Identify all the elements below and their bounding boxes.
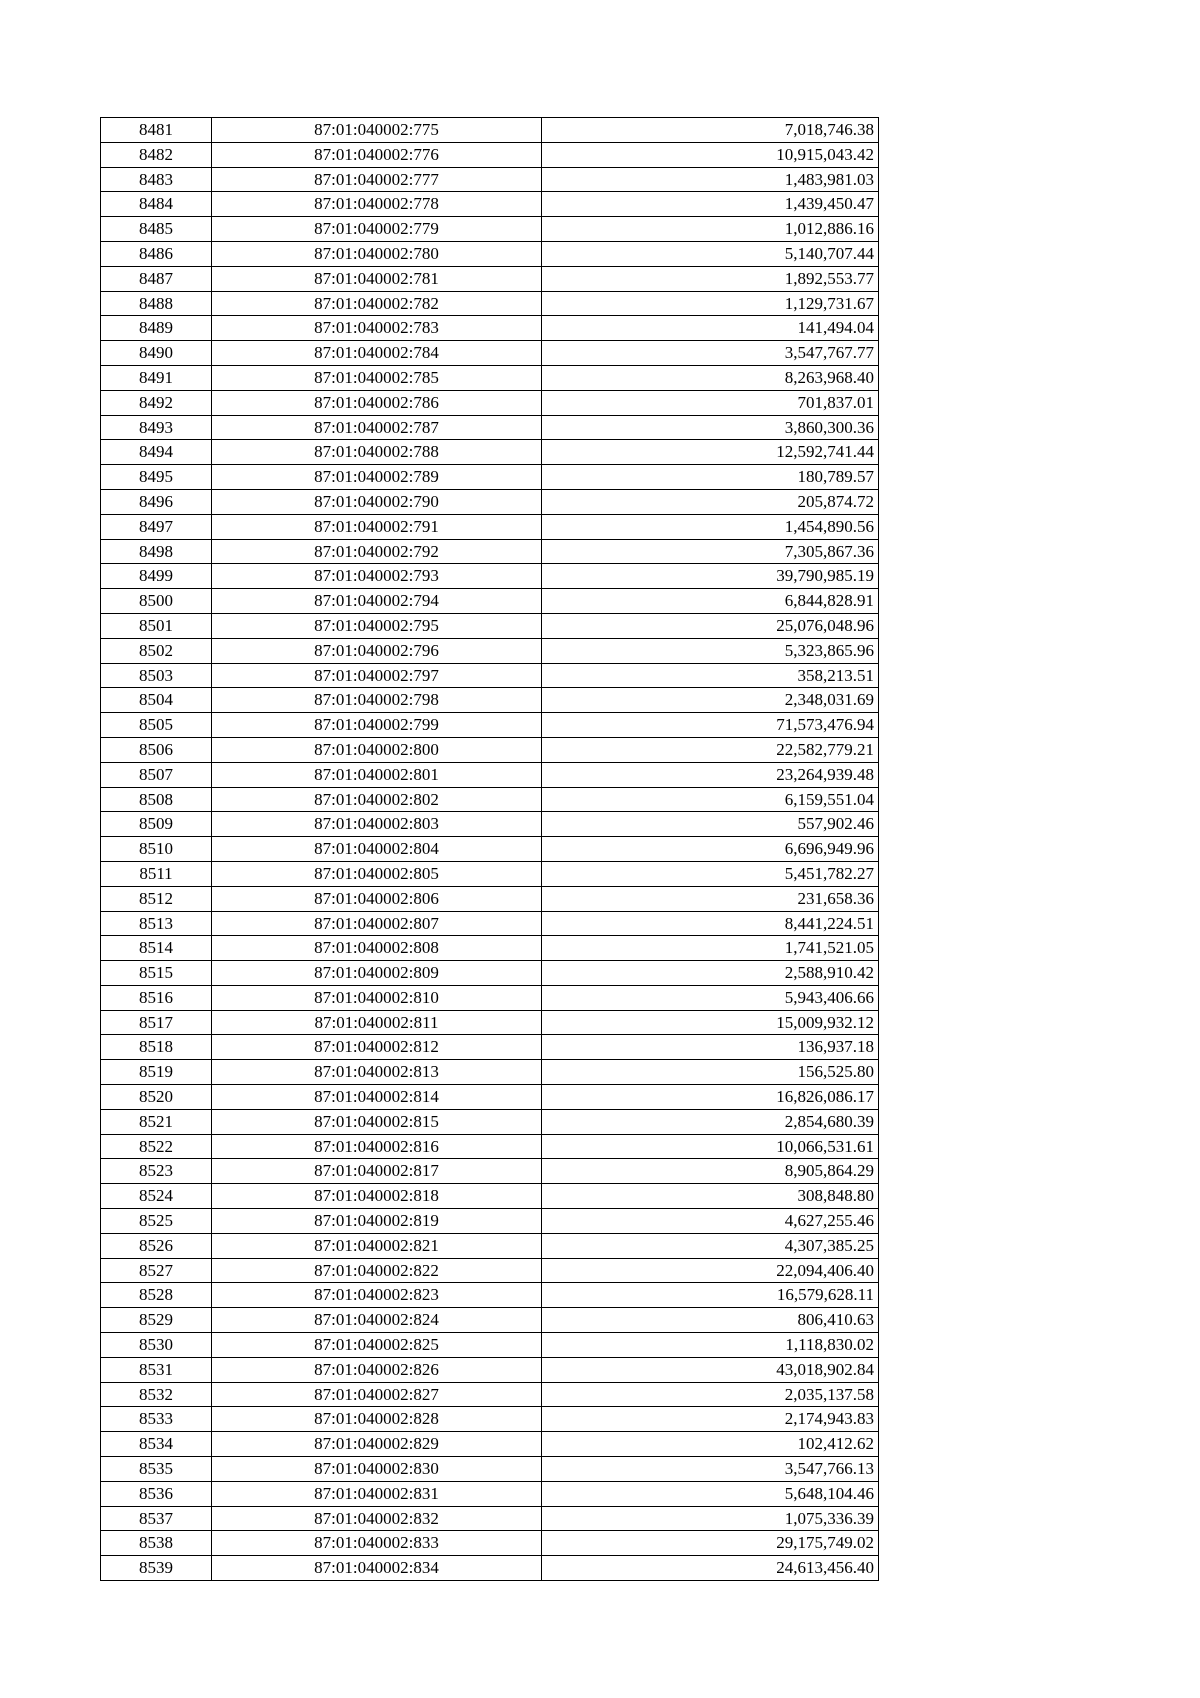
table-row [101, 589, 879, 614]
row-number-cell: 8526 [101, 1233, 212, 1258]
row-number-cell: 8490 [101, 341, 212, 366]
row-number-cell: 8487 [101, 266, 212, 291]
row-number-cell: 8527 [101, 1258, 212, 1283]
value-cell: 6,159,551.04 [542, 787, 879, 812]
row-number-cell: 8492 [101, 390, 212, 415]
row-number-cell: 8508 [101, 787, 212, 812]
cadastral-number-cell: 87:01:040002:780 [212, 241, 542, 266]
table-row [101, 1407, 879, 1432]
value-cell: 1,118,830.02 [542, 1333, 879, 1358]
row-number-cell: 8501 [101, 613, 212, 638]
cadastral-number-cell: 87:01:040002:829 [212, 1432, 542, 1457]
value-cell: 1,483,981.03 [542, 167, 879, 192]
table-body [101, 118, 879, 1581]
row-number-cell: 8483 [101, 167, 212, 192]
cadastral-number-cell: 87:01:040002:828 [212, 1407, 542, 1432]
table-row [101, 1457, 879, 1482]
table-row [101, 365, 879, 390]
value-cell: 308,848.80 [542, 1184, 879, 1209]
value-cell: 1,129,731.67 [542, 291, 879, 316]
cadastral-number-cell: 87:01:040002:831 [212, 1481, 542, 1506]
value-cell: 3,860,300.36 [542, 415, 879, 440]
cadastral-number-cell: 87:01:040002:782 [212, 291, 542, 316]
row-number-cell: 8539 [101, 1556, 212, 1581]
value-cell: 7,305,867.36 [542, 539, 879, 564]
value-cell: 24,613,456.40 [542, 1556, 879, 1581]
row-number-cell: 8531 [101, 1357, 212, 1382]
table-row [101, 167, 879, 192]
value-cell: 2,854,680.39 [542, 1109, 879, 1134]
value-cell: 10,066,531.61 [542, 1134, 879, 1159]
table-row [101, 118, 879, 143]
cadastral-number-cell: 87:01:040002:797 [212, 663, 542, 688]
row-number-cell: 8520 [101, 1085, 212, 1110]
cadastral-number-cell: 87:01:040002:812 [212, 1035, 542, 1060]
cadastral-number-cell: 87:01:040002:824 [212, 1308, 542, 1333]
table-row [101, 1333, 879, 1358]
value-cell: 806,410.63 [542, 1308, 879, 1333]
row-number-cell: 8502 [101, 638, 212, 663]
table-row [101, 217, 879, 242]
table-row [101, 861, 879, 886]
row-number-cell: 8488 [101, 291, 212, 316]
row-number-cell: 8535 [101, 1457, 212, 1482]
cadastral-number-cell: 87:01:040002:832 [212, 1506, 542, 1531]
value-cell: 231,658.36 [542, 886, 879, 911]
table-row [101, 1035, 879, 1060]
cadastral-number-cell: 87:01:040002:778 [212, 192, 542, 217]
cadastral-number-cell: 87:01:040002:809 [212, 961, 542, 986]
row-number-cell: 8507 [101, 762, 212, 787]
value-cell: 2,588,910.42 [542, 961, 879, 986]
value-cell: 6,844,828.91 [542, 589, 879, 614]
table-row [101, 911, 879, 936]
row-number-cell: 8498 [101, 539, 212, 564]
row-number-cell: 8521 [101, 1109, 212, 1134]
value-cell: 43,018,902.84 [542, 1357, 879, 1382]
table-row [101, 1184, 879, 1209]
value-cell: 71,573,476.94 [542, 713, 879, 738]
cadastral-number-cell: 87:01:040002:785 [212, 365, 542, 390]
table-row [101, 1556, 879, 1581]
cadastral-number-cell: 87:01:040002:823 [212, 1283, 542, 1308]
value-cell: 2,348,031.69 [542, 688, 879, 713]
row-number-cell: 8522 [101, 1134, 212, 1159]
table-row [101, 341, 879, 366]
row-number-cell: 8504 [101, 688, 212, 713]
table-row [101, 514, 879, 539]
value-cell: 25,076,048.96 [542, 613, 879, 638]
table-row [101, 1283, 879, 1308]
row-number-cell: 8533 [101, 1407, 212, 1432]
row-number-cell: 8486 [101, 241, 212, 266]
table-row [101, 390, 879, 415]
value-cell: 701,837.01 [542, 390, 879, 415]
row-number-cell: 8493 [101, 415, 212, 440]
row-number-cell: 8484 [101, 192, 212, 217]
cadastral-number-cell: 87:01:040002:804 [212, 837, 542, 862]
row-number-cell: 8491 [101, 365, 212, 390]
table-row [101, 1357, 879, 1382]
table-row [101, 1382, 879, 1407]
cadastral-number-cell: 87:01:040002:830 [212, 1457, 542, 1482]
row-number-cell: 8481 [101, 118, 212, 143]
table-row [101, 1531, 879, 1556]
value-cell: 5,323,865.96 [542, 638, 879, 663]
value-cell: 3,547,767.77 [542, 341, 879, 366]
value-cell: 8,263,968.40 [542, 365, 879, 390]
table-row [101, 142, 879, 167]
cadastral-number-cell: 87:01:040002:813 [212, 1060, 542, 1085]
cadastral-number-cell: 87:01:040002:810 [212, 985, 542, 1010]
value-cell: 22,094,406.40 [542, 1258, 879, 1283]
row-number-cell: 8529 [101, 1308, 212, 1333]
table-row [101, 1506, 879, 1531]
row-number-cell: 8523 [101, 1159, 212, 1184]
row-number-cell: 8516 [101, 985, 212, 1010]
row-number-cell: 8532 [101, 1382, 212, 1407]
cadastral-number-cell: 87:01:040002:827 [212, 1382, 542, 1407]
table-row [101, 1109, 879, 1134]
row-number-cell: 8495 [101, 465, 212, 490]
cadastral-number-cell: 87:01:040002:825 [212, 1333, 542, 1358]
row-number-cell: 8509 [101, 812, 212, 837]
value-cell: 205,874.72 [542, 489, 879, 514]
cadastral-number-cell: 87:01:040002:776 [212, 142, 542, 167]
cadastral-number-cell: 87:01:040002:818 [212, 1184, 542, 1209]
table-row [101, 241, 879, 266]
table-row [101, 787, 879, 812]
cadastral-number-cell: 87:01:040002:798 [212, 688, 542, 713]
value-cell: 156,525.80 [542, 1060, 879, 1085]
value-cell: 39,790,985.19 [542, 564, 879, 589]
table-row [101, 1060, 879, 1085]
cadastral-number-cell: 87:01:040002:781 [212, 266, 542, 291]
value-cell: 5,451,782.27 [542, 861, 879, 886]
value-cell: 2,174,943.83 [542, 1407, 879, 1432]
cadastral-number-cell: 87:01:040002:779 [212, 217, 542, 242]
table-row [101, 1010, 879, 1035]
table-row [101, 291, 879, 316]
value-cell: 4,307,385.25 [542, 1233, 879, 1258]
value-cell: 4,627,255.46 [542, 1209, 879, 1234]
table-row [101, 1085, 879, 1110]
row-number-cell: 8510 [101, 837, 212, 862]
row-number-cell: 8513 [101, 911, 212, 936]
row-number-cell: 8485 [101, 217, 212, 242]
table-row [101, 192, 879, 217]
row-number-cell: 8511 [101, 861, 212, 886]
value-cell: 8,441,224.51 [542, 911, 879, 936]
row-number-cell: 8518 [101, 1035, 212, 1060]
cadastral-number-cell: 87:01:040002:822 [212, 1258, 542, 1283]
cadastral-number-cell: 87:01:040002:802 [212, 787, 542, 812]
cadastral-number-cell: 87:01:040002:816 [212, 1134, 542, 1159]
cadastral-number-cell: 87:01:040002:814 [212, 1085, 542, 1110]
cadastral-number-cell: 87:01:040002:784 [212, 341, 542, 366]
cadastral-value-table [100, 117, 879, 1581]
table-row [101, 762, 879, 787]
table-row [101, 1233, 879, 1258]
value-cell: 1,439,450.47 [542, 192, 879, 217]
value-cell: 5,943,406.66 [542, 985, 879, 1010]
cadastral-number-cell: 87:01:040002:805 [212, 861, 542, 886]
value-cell: 16,579,628.11 [542, 1283, 879, 1308]
value-cell: 136,937.18 [542, 1035, 879, 1060]
row-number-cell: 8482 [101, 142, 212, 167]
cadastral-number-cell: 87:01:040002:786 [212, 390, 542, 415]
value-cell: 16,826,086.17 [542, 1085, 879, 1110]
cadastral-number-cell: 87:01:040002:826 [212, 1357, 542, 1382]
cadastral-number-cell: 87:01:040002:821 [212, 1233, 542, 1258]
cadastral-number-cell: 87:01:040002:799 [212, 713, 542, 738]
row-number-cell: 8524 [101, 1184, 212, 1209]
row-number-cell: 8530 [101, 1333, 212, 1358]
table-row [101, 564, 879, 589]
table-row [101, 1258, 879, 1283]
row-number-cell: 8514 [101, 936, 212, 961]
row-number-cell: 8515 [101, 961, 212, 986]
value-cell: 557,902.46 [542, 812, 879, 837]
value-cell: 1,454,890.56 [542, 514, 879, 539]
row-number-cell: 8534 [101, 1432, 212, 1457]
table-row [101, 539, 879, 564]
table-row [101, 1432, 879, 1457]
row-number-cell: 8500 [101, 589, 212, 614]
cadastral-number-cell: 87:01:040002:787 [212, 415, 542, 440]
cadastral-number-cell: 87:01:040002:803 [212, 812, 542, 837]
table-row [101, 737, 879, 762]
cadastral-number-cell: 87:01:040002:793 [212, 564, 542, 589]
row-number-cell: 8496 [101, 489, 212, 514]
cadastral-number-cell: 87:01:040002:796 [212, 638, 542, 663]
row-number-cell: 8525 [101, 1209, 212, 1234]
cadastral-number-cell: 87:01:040002:808 [212, 936, 542, 961]
table-row [101, 1308, 879, 1333]
value-cell: 7,018,746.38 [542, 118, 879, 143]
value-cell: 102,412.62 [542, 1432, 879, 1457]
cadastral-number-cell: 87:01:040002:788 [212, 440, 542, 465]
value-cell: 22,582,779.21 [542, 737, 879, 762]
row-number-cell: 8503 [101, 663, 212, 688]
value-cell: 15,009,932.12 [542, 1010, 879, 1035]
row-number-cell: 8494 [101, 440, 212, 465]
row-number-cell: 8519 [101, 1060, 212, 1085]
table-row [101, 1481, 879, 1506]
value-cell: 3,547,766.13 [542, 1457, 879, 1482]
table-row [101, 812, 879, 837]
table-row [101, 1209, 879, 1234]
value-cell: 1,075,336.39 [542, 1506, 879, 1531]
row-number-cell: 8489 [101, 316, 212, 341]
table-row [101, 415, 879, 440]
cadastral-number-cell: 87:01:040002:795 [212, 613, 542, 638]
row-number-cell: 8528 [101, 1283, 212, 1308]
cadastral-number-cell: 87:01:040002:777 [212, 167, 542, 192]
row-number-cell: 8537 [101, 1506, 212, 1531]
row-number-cell: 8512 [101, 886, 212, 911]
value-cell: 5,140,707.44 [542, 241, 879, 266]
table-row [101, 936, 879, 961]
row-number-cell: 8505 [101, 713, 212, 738]
cadastral-number-cell: 87:01:040002:791 [212, 514, 542, 539]
value-cell: 10,915,043.42 [542, 142, 879, 167]
row-number-cell: 8499 [101, 564, 212, 589]
value-cell: 141,494.04 [542, 316, 879, 341]
cadastral-number-cell: 87:01:040002:806 [212, 886, 542, 911]
row-number-cell: 8506 [101, 737, 212, 762]
cadastral-number-cell: 87:01:040002:801 [212, 762, 542, 787]
value-cell: 1,741,521.05 [542, 936, 879, 961]
table-row [101, 316, 879, 341]
table-row [101, 886, 879, 911]
table-row [101, 663, 879, 688]
value-cell: 2,035,137.58 [542, 1382, 879, 1407]
table-row [101, 837, 879, 862]
cadastral-number-cell: 87:01:040002:833 [212, 1531, 542, 1556]
table-row [101, 1159, 879, 1184]
table-row [101, 961, 879, 986]
table-row [101, 489, 879, 514]
cadastral-number-cell: 87:01:040002:794 [212, 589, 542, 614]
cadastral-number-cell: 87:01:040002:834 [212, 1556, 542, 1581]
cadastral-number-cell: 87:01:040002:783 [212, 316, 542, 341]
table-row [101, 266, 879, 291]
value-cell: 180,789.57 [542, 465, 879, 490]
cadastral-number-cell: 87:01:040002:792 [212, 539, 542, 564]
cadastral-number-cell: 87:01:040002:790 [212, 489, 542, 514]
table-row [101, 440, 879, 465]
cadastral-number-cell: 87:01:040002:817 [212, 1159, 542, 1184]
value-cell: 23,264,939.48 [542, 762, 879, 787]
table-row [101, 713, 879, 738]
row-number-cell: 8536 [101, 1481, 212, 1506]
cadastral-number-cell: 87:01:040002:819 [212, 1209, 542, 1234]
table-row [101, 1134, 879, 1159]
cadastral-number-cell: 87:01:040002:811 [212, 1010, 542, 1035]
cadastral-number-cell: 87:01:040002:775 [212, 118, 542, 143]
table-row [101, 638, 879, 663]
row-number-cell: 8538 [101, 1531, 212, 1556]
table-row [101, 985, 879, 1010]
row-number-cell: 8517 [101, 1010, 212, 1035]
value-cell: 358,213.51 [542, 663, 879, 688]
value-cell: 5,648,104.46 [542, 1481, 879, 1506]
row-number-cell: 8497 [101, 514, 212, 539]
value-cell: 6,696,949.96 [542, 837, 879, 862]
cadastral-number-cell: 87:01:040002:815 [212, 1109, 542, 1134]
cadastral-number-cell: 87:01:040002:800 [212, 737, 542, 762]
table-row [101, 613, 879, 638]
value-cell: 8,905,864.29 [542, 1159, 879, 1184]
cadastral-number-cell: 87:01:040002:789 [212, 465, 542, 490]
table-row [101, 688, 879, 713]
cadastral-number-cell: 87:01:040002:807 [212, 911, 542, 936]
table-row [101, 465, 879, 490]
value-cell: 1,012,886.16 [542, 217, 879, 242]
value-cell: 29,175,749.02 [542, 1531, 879, 1556]
value-cell: 1,892,553.77 [542, 266, 879, 291]
value-cell: 12,592,741.44 [542, 440, 879, 465]
